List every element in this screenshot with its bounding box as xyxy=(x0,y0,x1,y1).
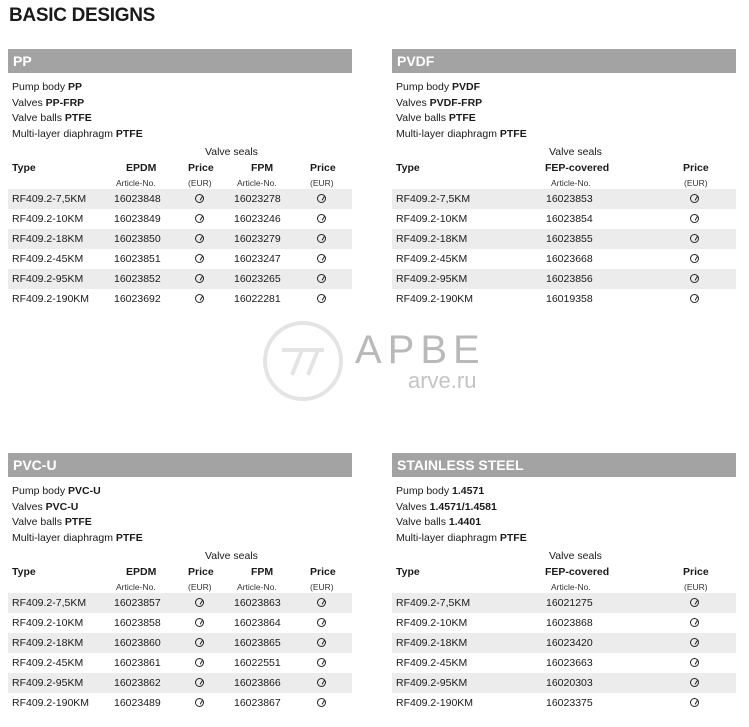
price-on-request-icon xyxy=(317,234,326,243)
col-header-type: Type xyxy=(12,566,36,579)
section-pvdf xyxy=(392,49,736,309)
price-on-request-icon xyxy=(317,658,326,667)
subheader-eur1: (EUR) xyxy=(684,178,708,189)
price-on-request-icon xyxy=(195,638,204,647)
spec-row: Valves PVC-U xyxy=(12,500,79,513)
table-row: RF409.2-7,5KM 16021275 xyxy=(392,593,736,613)
valve-seals-label: Valve seals xyxy=(549,550,602,563)
price-on-request-icon xyxy=(690,678,699,687)
price-on-request-icon xyxy=(690,274,699,283)
watermark-logo xyxy=(262,320,344,402)
page-title: BASIC DESIGNS xyxy=(9,5,156,26)
price-on-request-icon xyxy=(195,598,204,607)
price-on-request-icon xyxy=(317,194,326,203)
spec-row: Multi-layer diaphragm PTFE xyxy=(12,127,143,140)
spec-list xyxy=(392,80,736,142)
section-header: STAINLESS STEEL xyxy=(392,453,736,477)
valve-seals-label: Valve seals xyxy=(205,550,258,563)
subheader-eur1: (EUR) xyxy=(188,178,212,189)
table-row: RF409.2-45KM 16023668 xyxy=(392,249,736,269)
table-rows xyxy=(8,189,352,309)
valve-seals-label: Valve seals xyxy=(549,146,602,159)
watermark-url: arve.ru xyxy=(408,368,477,393)
price-on-request-icon xyxy=(690,214,699,223)
price-on-request-icon xyxy=(317,254,326,263)
spec-row: Valves 1.4571/1.4581 xyxy=(396,500,497,513)
price-on-request-icon xyxy=(317,294,326,303)
price-table xyxy=(392,550,736,713)
spec-list xyxy=(8,80,352,142)
spec-list xyxy=(8,484,352,546)
price-on-request-icon xyxy=(317,638,326,647)
section-header: PP xyxy=(8,49,352,73)
table-row: RF409.2-190KM 16023489 16023867 xyxy=(8,693,352,713)
spec-row: Multi-layer diaphragm PTFE xyxy=(396,531,527,544)
price-on-request-icon xyxy=(195,678,204,687)
section-stainless-steel xyxy=(392,453,736,713)
col-header-type: Type xyxy=(12,162,36,175)
price-on-request-icon xyxy=(690,638,699,647)
subheader-article1: Article-No. xyxy=(116,178,156,189)
price-on-request-icon xyxy=(195,274,204,283)
price-on-request-icon xyxy=(195,698,204,707)
price-table xyxy=(392,146,736,309)
subheader-eur2: (EUR) xyxy=(310,178,334,189)
price-on-request-icon xyxy=(690,658,699,667)
col-header-seal1: FEP-covered xyxy=(545,566,610,579)
price-on-request-icon xyxy=(690,698,699,707)
table-row: RF409.2-18KM 16023850 16023279 xyxy=(8,229,352,249)
price-table xyxy=(8,146,352,309)
subheader-article1: Article-No. xyxy=(551,582,591,593)
subheader-article1: Article-No. xyxy=(551,178,591,189)
table-row: RF409.2-45KM 16023851 16023247 xyxy=(8,249,352,269)
table-row: RF409.2-7,5KM 16023848 16023278 xyxy=(8,189,352,209)
col-header-price1: Price xyxy=(683,162,709,175)
col-header-price2: Price xyxy=(310,566,336,579)
section-pvc-u xyxy=(8,453,352,713)
subheader-eur1: (EUR) xyxy=(188,582,212,593)
table-row: RF409.2-10KM 16023849 16023246 xyxy=(8,209,352,229)
spec-row: Multi-layer diaphragm PTFE xyxy=(12,531,143,544)
col-header-price2: Price xyxy=(310,162,336,175)
table-row: RF409.2-18KM 16023860 16023865 xyxy=(8,633,352,653)
price-on-request-icon xyxy=(317,274,326,283)
section-header: PVC-U xyxy=(8,453,352,477)
col-header-price1: Price xyxy=(683,566,709,579)
table-row: RF409.2-95KM 16023856 xyxy=(392,269,736,289)
price-on-request-icon xyxy=(317,698,326,707)
spec-row: Valve balls PTFE xyxy=(396,112,476,125)
col-header-seal2: FPM xyxy=(251,162,274,175)
col-header-type: Type xyxy=(396,566,420,579)
col-header-seal1: EPDM xyxy=(126,566,157,579)
table-row: RF409.2-10KM 16023858 16023864 xyxy=(8,613,352,633)
price-on-request-icon xyxy=(195,254,204,263)
price-on-request-icon xyxy=(690,234,699,243)
table-rows xyxy=(392,189,736,309)
col-header-seal2: FPM xyxy=(251,566,274,579)
table-row: RF409.2-10KM 16023854 xyxy=(392,209,736,229)
price-on-request-icon xyxy=(195,214,204,223)
spec-list xyxy=(392,484,736,546)
table-row: RF409.2-7,5KM 16023857 16023863 xyxy=(8,593,352,613)
spec-row: Pump body PP xyxy=(12,81,83,93)
table-row: RF409.2-190KM 16023692 16022281 xyxy=(8,289,352,309)
price-on-request-icon xyxy=(195,618,204,627)
table-row: RF409.2-45KM 16023663 xyxy=(392,653,736,673)
watermark-brand: APBE xyxy=(355,328,486,372)
price-on-request-icon xyxy=(195,294,204,303)
section-pp xyxy=(8,49,352,309)
table-row: RF409.2-18KM 16023420 xyxy=(392,633,736,653)
subheader-article1: Article-No. xyxy=(116,582,156,593)
subheader-eur1: (EUR) xyxy=(684,582,708,593)
section-header: PVDF xyxy=(392,49,736,73)
table-row: RF409.2-10KM 16023868 xyxy=(392,613,736,633)
price-on-request-icon xyxy=(690,294,699,303)
spec-row: Pump body 1.4571 xyxy=(396,485,485,497)
price-on-request-icon xyxy=(317,598,326,607)
col-header-price1: Price xyxy=(188,162,214,175)
price-on-request-icon xyxy=(317,678,326,687)
spec-row: Pump body PVC-U xyxy=(12,485,101,497)
price-on-request-icon xyxy=(690,254,699,263)
price-on-request-icon xyxy=(690,618,699,627)
table-rows xyxy=(8,593,352,713)
price-on-request-icon xyxy=(317,618,326,627)
table-row: RF409.2-95KM 16023852 16023265 xyxy=(8,269,352,289)
table-row: RF409.2-95KM 16023862 16023866 xyxy=(8,673,352,693)
spec-row: Valve balls PTFE xyxy=(12,516,92,529)
table-row: RF409.2-45KM 16023861 16022551 xyxy=(8,653,352,673)
price-on-request-icon xyxy=(690,194,699,203)
spec-row: Multi-layer diaphragm PTFE xyxy=(396,127,527,140)
spec-row: Valves PVDF-FRP xyxy=(396,96,483,109)
col-header-seal1: FEP-covered xyxy=(545,162,610,175)
subheader-article2: Article-No. xyxy=(237,582,277,593)
valve-seals-label: Valve seals xyxy=(205,146,258,159)
price-on-request-icon xyxy=(690,598,699,607)
table-row: RF409.2-7,5KM 16023853 xyxy=(392,189,736,209)
price-table xyxy=(8,550,352,713)
price-on-request-icon xyxy=(317,214,326,223)
table-row: RF409.2-190KM 16019358 xyxy=(392,289,736,309)
table-row: RF409.2-190KM 16023375 xyxy=(392,693,736,713)
price-on-request-icon xyxy=(195,234,204,243)
col-header-seal1: EPDM xyxy=(126,162,157,175)
subheader-article2: Article-No. xyxy=(237,178,277,189)
table-row: RF409.2-18KM 16023855 xyxy=(392,229,736,249)
subheader-eur2: (EUR) xyxy=(310,582,334,593)
col-header-price1: Price xyxy=(188,566,214,579)
spec-row: Pump body PVDF xyxy=(396,81,481,93)
price-on-request-icon xyxy=(195,658,204,667)
price-on-request-icon xyxy=(195,194,204,203)
spec-row: Valve balls PTFE xyxy=(12,112,92,125)
col-header-type: Type xyxy=(396,162,420,175)
spec-row: Valves PP-FRP xyxy=(12,96,85,109)
table-row: RF409.2-95KM 16020303 xyxy=(392,673,736,693)
spec-row: Valve balls 1.4401 xyxy=(396,516,482,529)
table-rows xyxy=(392,593,736,713)
